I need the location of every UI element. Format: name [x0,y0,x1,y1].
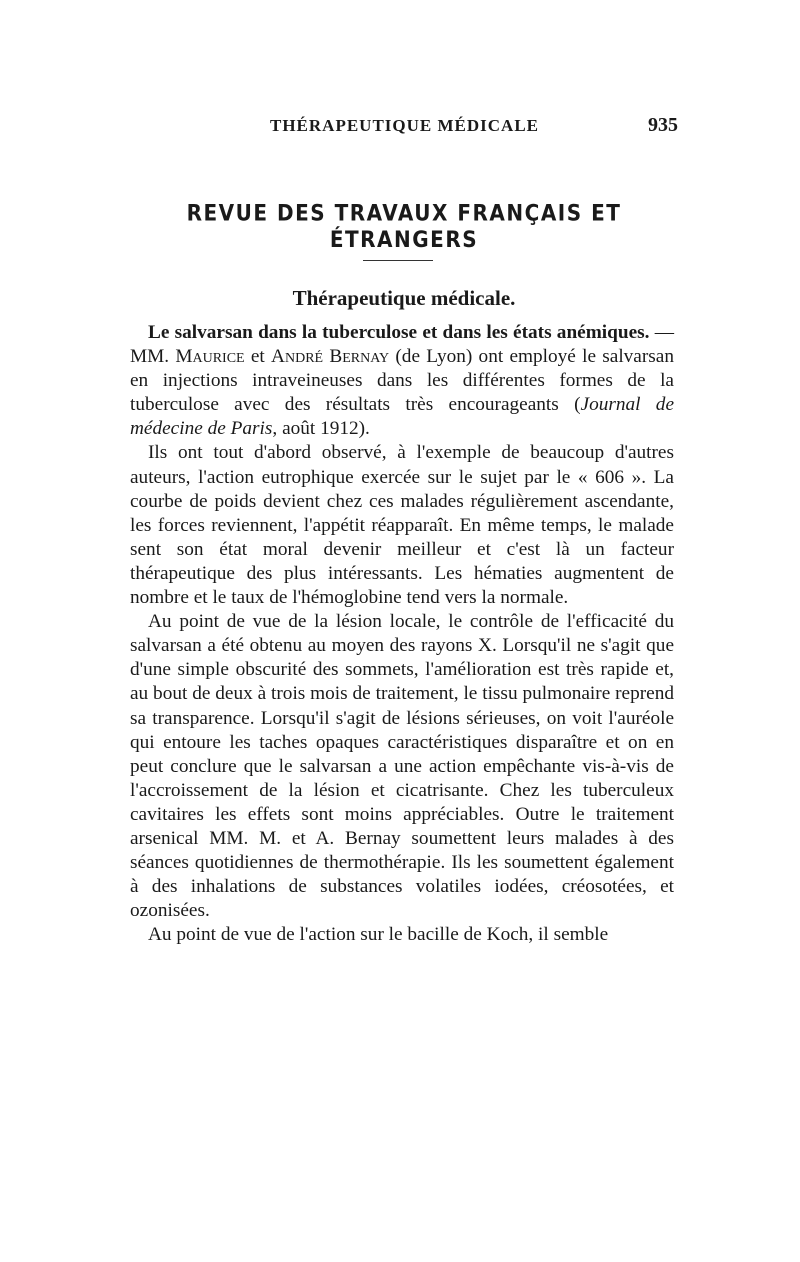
running-title: THÉRAPEUTIQUE MÉDICALE [270,116,540,135]
p1-pre: — MM. [130,322,674,368]
author-2: André Bernay [271,346,390,368]
page-number: 935 [648,114,678,136]
article-title: Le salvarsan dans la tuberculose et dans les états anémiques. [148,322,650,343]
subsection-title: Thérapeutique médicale. [292,286,516,310]
paragraph-4: Au point de vue de l'action sur le bacille de Koch, il semble [148,924,609,946]
paragraph-2: Ils ont tout d'abord observé, à l'exemple de beaucoup d'autres auteurs, l'action eutrophique exercée sur le sujet par le « 606 ». La courbe de poids devient chez ces malades régulièrement ascendante, les forces reviennent, l'appétit réapparaît. En même temps, le malade sent son état moral devenir meilleur et c'est là un facteur thérapeutique des plus intéressants. Les hématies augmentent de nombre et le taux de l'hémoglobine tend vers la normale. [130,442,674,609]
p1-mid: (de Lyon) ont employé le salvarsan en injections intraveineuses dans les différentes formes de la tuberculose avec des résultats très encourageants ( [130,346,674,416]
p1-end: , août 1912). [272,418,370,440]
running-head [130,116,678,142]
p1-and: et [244,346,272,368]
paragraph-1 [130,321,674,441]
article-body [130,321,674,947]
section-title: REVUE DES TRAVAUX FRANÇAIS ET ÉTRANGERS [186,199,622,253]
author-1: Maurice [175,346,245,368]
paragraph-3: Au point de vue de la lésion locale, le contrôle de l'efficacité du salvarsan a été obtenu au moyen des rayons X. Lorsqu'il ne s'agit que d'une simple obscurité des sommets, l'amélioration est très rapide et, au bout de deux à trois mois de traitement, le tissu pulmonaire reprend sa transparence. Lorsqu'il s'agit de lésions sérieuses, on voit l'auréole qui entoure les taches opaques caractéristiques disparaître et on en peut conclure que le salvarsan a une action empêchante vis-à-vis de l'accroissement de la lésion et cicatrisante. Chez les tuberculeux cavitaires les effets sont moins appréciables. Outre le traitement arsenical MM. M. et A. Bernay soumettent leurs malades à des séances quotidiennes de thermothérapie. Ils les soumettent également à des inhalations de substances volatiles iodées, créosotées, et ozonisées. [130,611,674,922]
journal-name: Journal de médecine de Paris [130,394,674,440]
title-rule [363,260,433,261]
